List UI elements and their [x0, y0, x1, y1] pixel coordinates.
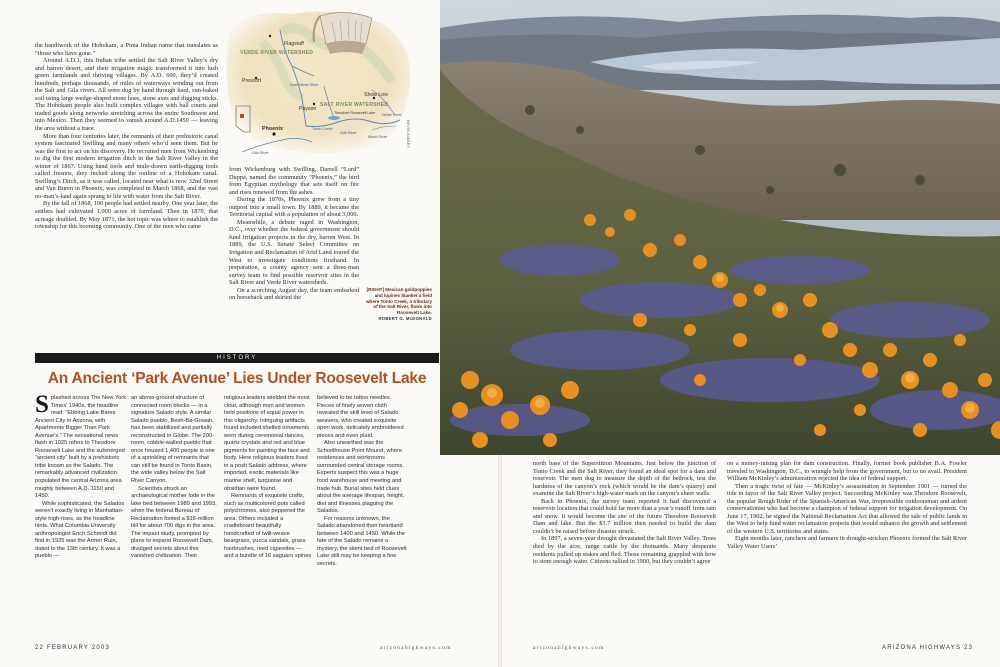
paragraph: By the fall of 1868, 100 people had settled nearby. One year later, the settlers had cultivated 1,000 acres of farmland. Then in 1870, that acreage doubled. By May 1871, the hot topic was where to establish the township for this booming community. One of the men who came	[35, 200, 218, 231]
drop-cap: S	[35, 391, 49, 418]
paragraph: On a scorching August day, the team embarked on horseback and skirted the	[229, 286, 359, 302]
map-label-gila-river: Gila River	[252, 151, 269, 155]
paragraph: religious leaders wielded the most clout, although men and women held positions of equal power in this oligarchy. Intriguing artifacts found included shelled ornaments worn during ceremonial dances, quartz crystals and red and blue pigments for painting the face and body. Here religious leaders lived in a posh Salado address, where imported, exotic materials like marine shell, turquoise and obsidian were found.	[224, 395, 310, 492]
right-folio: ARIZONA HIGHWAYS 23	[882, 645, 974, 651]
caption-text: Mexican goldpoppies and lupines blanket a field where Tonto Creek, a tributary of the Salt River, flows into Roosevelt Lake.	[365, 287, 432, 316]
paragraph: an above-ground structure of connected room blocks — in a signature Salado style. A similar Salado pueblo, Besh-Ba-Gowah, has been stabilized and partially reconstructed in Globe. The 200-room, cobble-walled pueblo that once housed 1,400 people is one of a sprinkling of remnants that can still be found in Tonto Basin, the wide valley below the Salt River Canyon.	[131, 395, 215, 485]
map-label-salt-river: Salt River	[340, 131, 357, 135]
map-label-black-river: Black River	[368, 135, 388, 139]
left-folio: 22 FEBRUARY 2003	[35, 645, 111, 651]
map-label-white-river: White River	[382, 113, 402, 117]
photo-credit: ROBERT G. McDONALD	[378, 315, 432, 321]
map-label-flagstaff: Flagstaff	[284, 41, 304, 47]
map-label-salt-watershed: SALT RIVER WATERSHED	[320, 102, 389, 108]
right-url: arizonahighways.com	[533, 645, 605, 651]
paragraph: In 1897, a seven-year drought devastated the Salt River Valley. Trees died by the acre, range cattle by the thousands. Many desperate residents pulled up stakes and fled. Those remaining grappled with how to store enough water. Citizens rallied in 1900, but they couldn’t agree	[533, 535, 716, 566]
left-body-column-1	[35, 42, 218, 231]
watershed-map	[222, 2, 418, 160]
left-body-column-2	[229, 166, 359, 302]
history-column-3	[224, 395, 312, 561]
paragraph: Back in Phoenix, the survey team reported it had discovered a reservoir location that could hold far more than a year’s runoff from rain and snow. It would become the site of the future Theodore Roosevelt Dam and lake. But the $3.7 million then needed to build the dam couldn’t be raised before disaster struck.	[533, 497, 716, 535]
map-label-tonto-creek: Tonto Creek	[312, 127, 333, 131]
right-body-column-2	[727, 460, 967, 551]
left-url: arizonahighways.com	[380, 645, 452, 651]
history-column-2	[131, 395, 219, 561]
map-label-east-verde: East Verde River	[290, 83, 319, 87]
paragraph: Eight months later, ranchers and farmers in drought-stricken Phoenix formed the Salt River Valley Water Users’	[727, 535, 967, 551]
paragraph: Then a tragic twist of fate — McKinley’s assassination in September 1901 — turned the tide in favor of the Salt River Valley project. Succeeding McKinley was Theodore Roosevelt, the popular Rough Rider of the Spanish-American War, irrepressible outdoorsman and ardent conservationist who had become a champion of federal support for irrigation development. On June 17, 1902, he signed the National Reclamation Act that allowed the sale of public lands in the West to help fund water reclamation projects that would enhance the growth and settlement of the western U.S. territories and states.	[727, 482, 967, 535]
paragraph: Scientists struck an archaeological mother lode in the lake bed between 1989 and 1993, when the federal Bureau of Reclamation footed a $16-million bill for about 700 digs in the area. The impact study, prompted by plans to expand Roosevelt Dam, divulged secrets about this vanished civilization. Their	[131, 485, 217, 560]
history-column-1	[35, 391, 127, 561]
map-label-payson: Payson	[299, 106, 317, 112]
paragraph: the handiwork of the Hohokam, a Pima Indian name that translates as “those who have gone.”	[35, 42, 218, 57]
map-label-verde-watershed: VERDE RIVER WATERSHED	[240, 50, 314, 56]
paragraph: Meanwhile, a debate raged in Washington, D.C., over whether the federal government should fund irrigation projects in the dry, barren West. In 1889, the U.S. Senate Select Committee on Irrigation and Reclamation of Arid Land toured the West to investigate conditions firsthand. In preparation, a county agency sent a three-man survey team to find possible reservoir sites in the Salt River and Verde River watersheds.	[229, 218, 359, 287]
map-credit: KEVIN KIBSEY	[406, 120, 410, 149]
photo-caption	[362, 287, 432, 322]
paragraph: While sophisticated, the Salados weren’t exactly living in Manhattan-style high-rises, as the headline hints. What Columbia University anthropologist Erich Schmidt did find in 1925 was the Armer Ruin, dated to the 13th century. It was a pueblo —	[35, 500, 125, 560]
map-label-prescott: Prescott	[242, 78, 262, 84]
history-headline: An Ancient ‘Park Avenue’ Lies Under Roosevelt Lake	[47, 370, 427, 387]
paragraph: Also unearthed was the Schoolhouse Point Mound, where residences and workrooms surrounded central storage rooms. Experts suspect this was a huge food warehouse and meeting and trade hub. Burial sites held clues about the average lifespan, height, diet and illnesses plaguing the Salados.	[317, 440, 405, 515]
paragraph: on a money-raising plan for dam construction. Finally, former book publisher B.A. Fowler traveled to Washington, D.C., to wrangle help from the government, but to no avail. President William McKinley’s administration rejected the idea of federal support.	[727, 460, 967, 483]
history-column-4	[317, 395, 409, 569]
map-label-show-low: Show Low	[364, 92, 388, 98]
caption-tag: [RIGHT]	[366, 287, 384, 292]
paragraph: During the 1870s, Phoenix grew from a tiny outpost into a small town. By 1889, it became the Territorial capital with a population of about 3,000.	[229, 196, 359, 219]
right-body-column-1	[533, 460, 716, 566]
paragraph: More than four centuries later, the remnants of their prehistoric canal system fascinated Swilling and many others who’d seen them. But he was the first to act on his discovery. He recruited men from Wickenburg to dig the first modern irrigation ditch in the Salt River Valley in the winter of 1867. Using band tools and mule-drawn earth-digging tools called fresnos, they inched along the outline of a Hohokam canal. Swilling’s Ditch, as it was called, located near what is now 32nd Street and Van Buren in Phoenix, was completed in March 1868, and the vast no-man’s-land again sprang to life with water from the Salt River.	[35, 132, 218, 200]
paragraph: north base of the Superstition Mountains. Just below the junction of Tonto Creek and the Salt River, they found an ideal spot for a dam and reservoir. The men dug to measure the depth of the bedrock, test the hardness of the canyon’s rock (which would be the dam’s quarry) and examine the Salt River’s high-water mark on the canyon’s sheer walls.	[533, 460, 716, 498]
paragraph: Around A.D.1, this Indian tribe settled the Salt River Valley’s dry and barren desert, and their irrigation magic transformed it into lush green farmlands and thriving villages. By A.D. 600, they’d created hundreds, perhaps thousands, of miles of waterways winding out from the Salt and Gila rivers. All were dug by hand through hard, sun-baked soil using large wedge-shaped stone hoes, stone axes and digging sticks. The Hohokam people also built complex villages with ball courts and traded goods along networks stretching across the entire Southwest and into Mexico. Then they seemed to vanish around A.D.1450 — leaving the area without a trace.	[35, 57, 218, 133]
map-label-phoenix: Phoenix	[262, 126, 283, 132]
history-label: HISTORY	[216, 355, 258, 361]
paragraph: Remnants of exquisite crafts, such as multicolored pots called polychromes, also peppered the area. Others included a cradleboard beautifully handcrafted of twill-weave beargrass, yucca sandals, grass hairbrushes, reed cigarettes — and a bundle of 16 saguaro spines	[224, 493, 312, 560]
paragraph: For reasons unknown, the Salado abandoned their heartland between 1400 and 1450. While the fate of the Salado remains a mystery, the silent bed of Roosevelt Lake still may be keeping a few secrets.	[317, 515, 407, 568]
landscape-photo	[440, 0, 1000, 455]
paragraph: Splashed across The New York Times’ 1940s, the headline read: “Ebbing Lake Bares Ancient City in Arizona, with Apartments Bigger Than Park Avenue’s.” The sensational news flash in 1925 refers to Theodore Roosevelt Lake and the submerged “ancient city” built by a prehistoric tribe known as the Salado. The remarkably advanced civilization populated the central Arizona area roughly between A.D. 1150 and 1450.	[35, 391, 127, 500]
map-label-roosevelt-lake: Theodore Roosevelt Lake	[334, 111, 376, 115]
paragraph: believed to be tattoo needles. Pieces of finely woven cloth revealed the skill level of Salado weavers, who created exquisite open work, delicately embroidered pieces and even plaid.	[317, 395, 404, 439]
paragraph: from Wickenburg with Swilling, Darrell “Lord” Duppa, named the community “Phoenix,” the bird from Egyptian mythology that sets itself on fire and rises renewed from the ashes.	[229, 166, 359, 196]
roosevelt-lake-shape	[328, 116, 340, 120]
